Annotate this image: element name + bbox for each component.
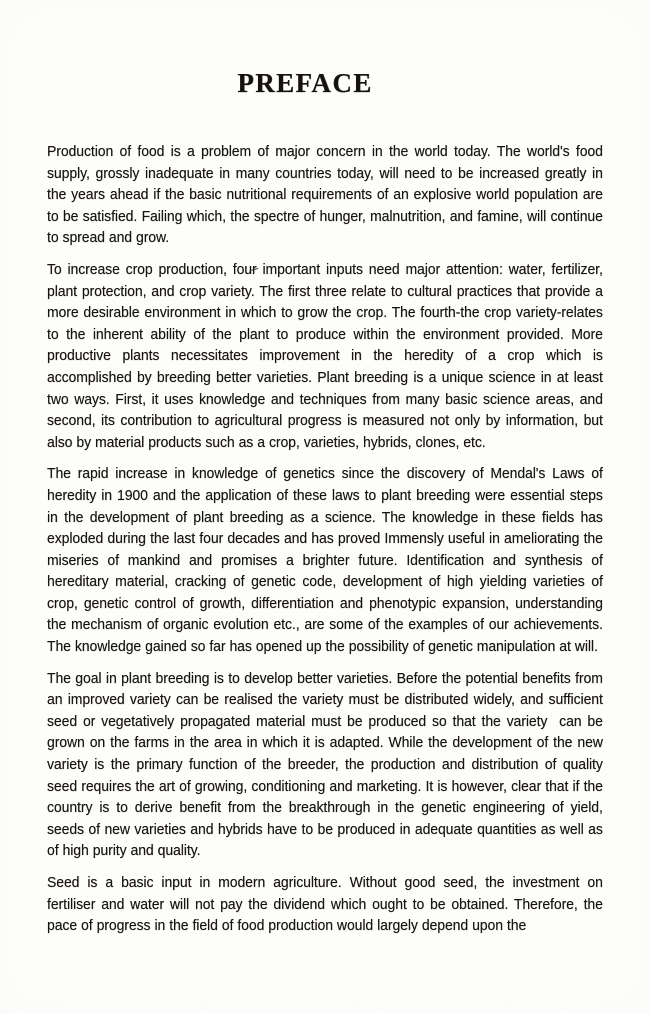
body-text-block — [47, 142, 607, 948]
paragraph: The rapid increase in knowledge of genetics since the discovery of Mendal's Laws of heredity in 1900 and the application of these laws to plant breeding were essential steps in the development of plant breeding as a science. The knowledge in these fields has exploded during the last four decades and has proved Immensly useful in ameliorating the miseries of mankind and promises a brighter future. Identification and synthesis of hereditary material, cracking of genetic code, development of high yielding varieties of crop, genetic control of growth, differentiation and phenotypic expansion, understanding the mechanism of organic evolution etc., are some of the examples of our achievements. The knowledge gained so far has opened up the possibility of genetic manipulation at will. — [47, 466, 607, 656]
paragraph: Production of food is a problem of major concern in the world today. The world's food supply, grossly inadequate in many countries today, will need to be increased greatly in the years ahead if the basic nutritional requirements of an explosive world population are to be satisfied. Failing which, the spectre of hunger, malnutrition, and famine, will continue to spread and grow. — [47, 144, 607, 247]
paragraph: The goal in plant breeding is to develop better varieties. Before the potential benefits from an improved variety can be realised the variety must be distributed widely, and sufficient seed or vegetatively propagated material must be produced so that the variety can be grown on the farms in the area in which it is adapted. While the development of the new variety is the primary function of the breeder, the production and distribution of quality seed requires the art of growing, conditioning and marketing. It is however, clear that if the country is to derive benefit from the breakthrough in the genetic engineering of yield, seeds of new varieties and hybrids have to be produced in adequate quantities as well as of high purity and quality. — [47, 670, 607, 860]
page-title: PREFACE — [237, 68, 373, 99]
paragraph: To increase crop production, four important inputs need major attention: water, fertilizer, plant protection, and crop variety. The first three relate to cultural practices that provide a more desirable environment in which to grow the crop. The fourth-the crop variety-relates to the inherent ability of the plant to produce within the environment provided. More productive plants necessitates improvement in the heredity of a crop which is accomplished by breeding better varieties. Plant breeding is a unique science in at least two ways. First, it uses knowledge and techniques from many basic science areas, and second, its contribution to agricultural progress is measured not only by information, but also by material products such as a crop, varieties, hybrids, clones, etc. — [47, 261, 607, 451]
paragraph: Seed is a basic input in modern agriculture. Without good seed, the investment on fertiliser and water will not pay the dividend which ought to be obtained. Therefore, the pace of progress in the field of food production would largely depend upon the — [47, 875, 607, 935]
